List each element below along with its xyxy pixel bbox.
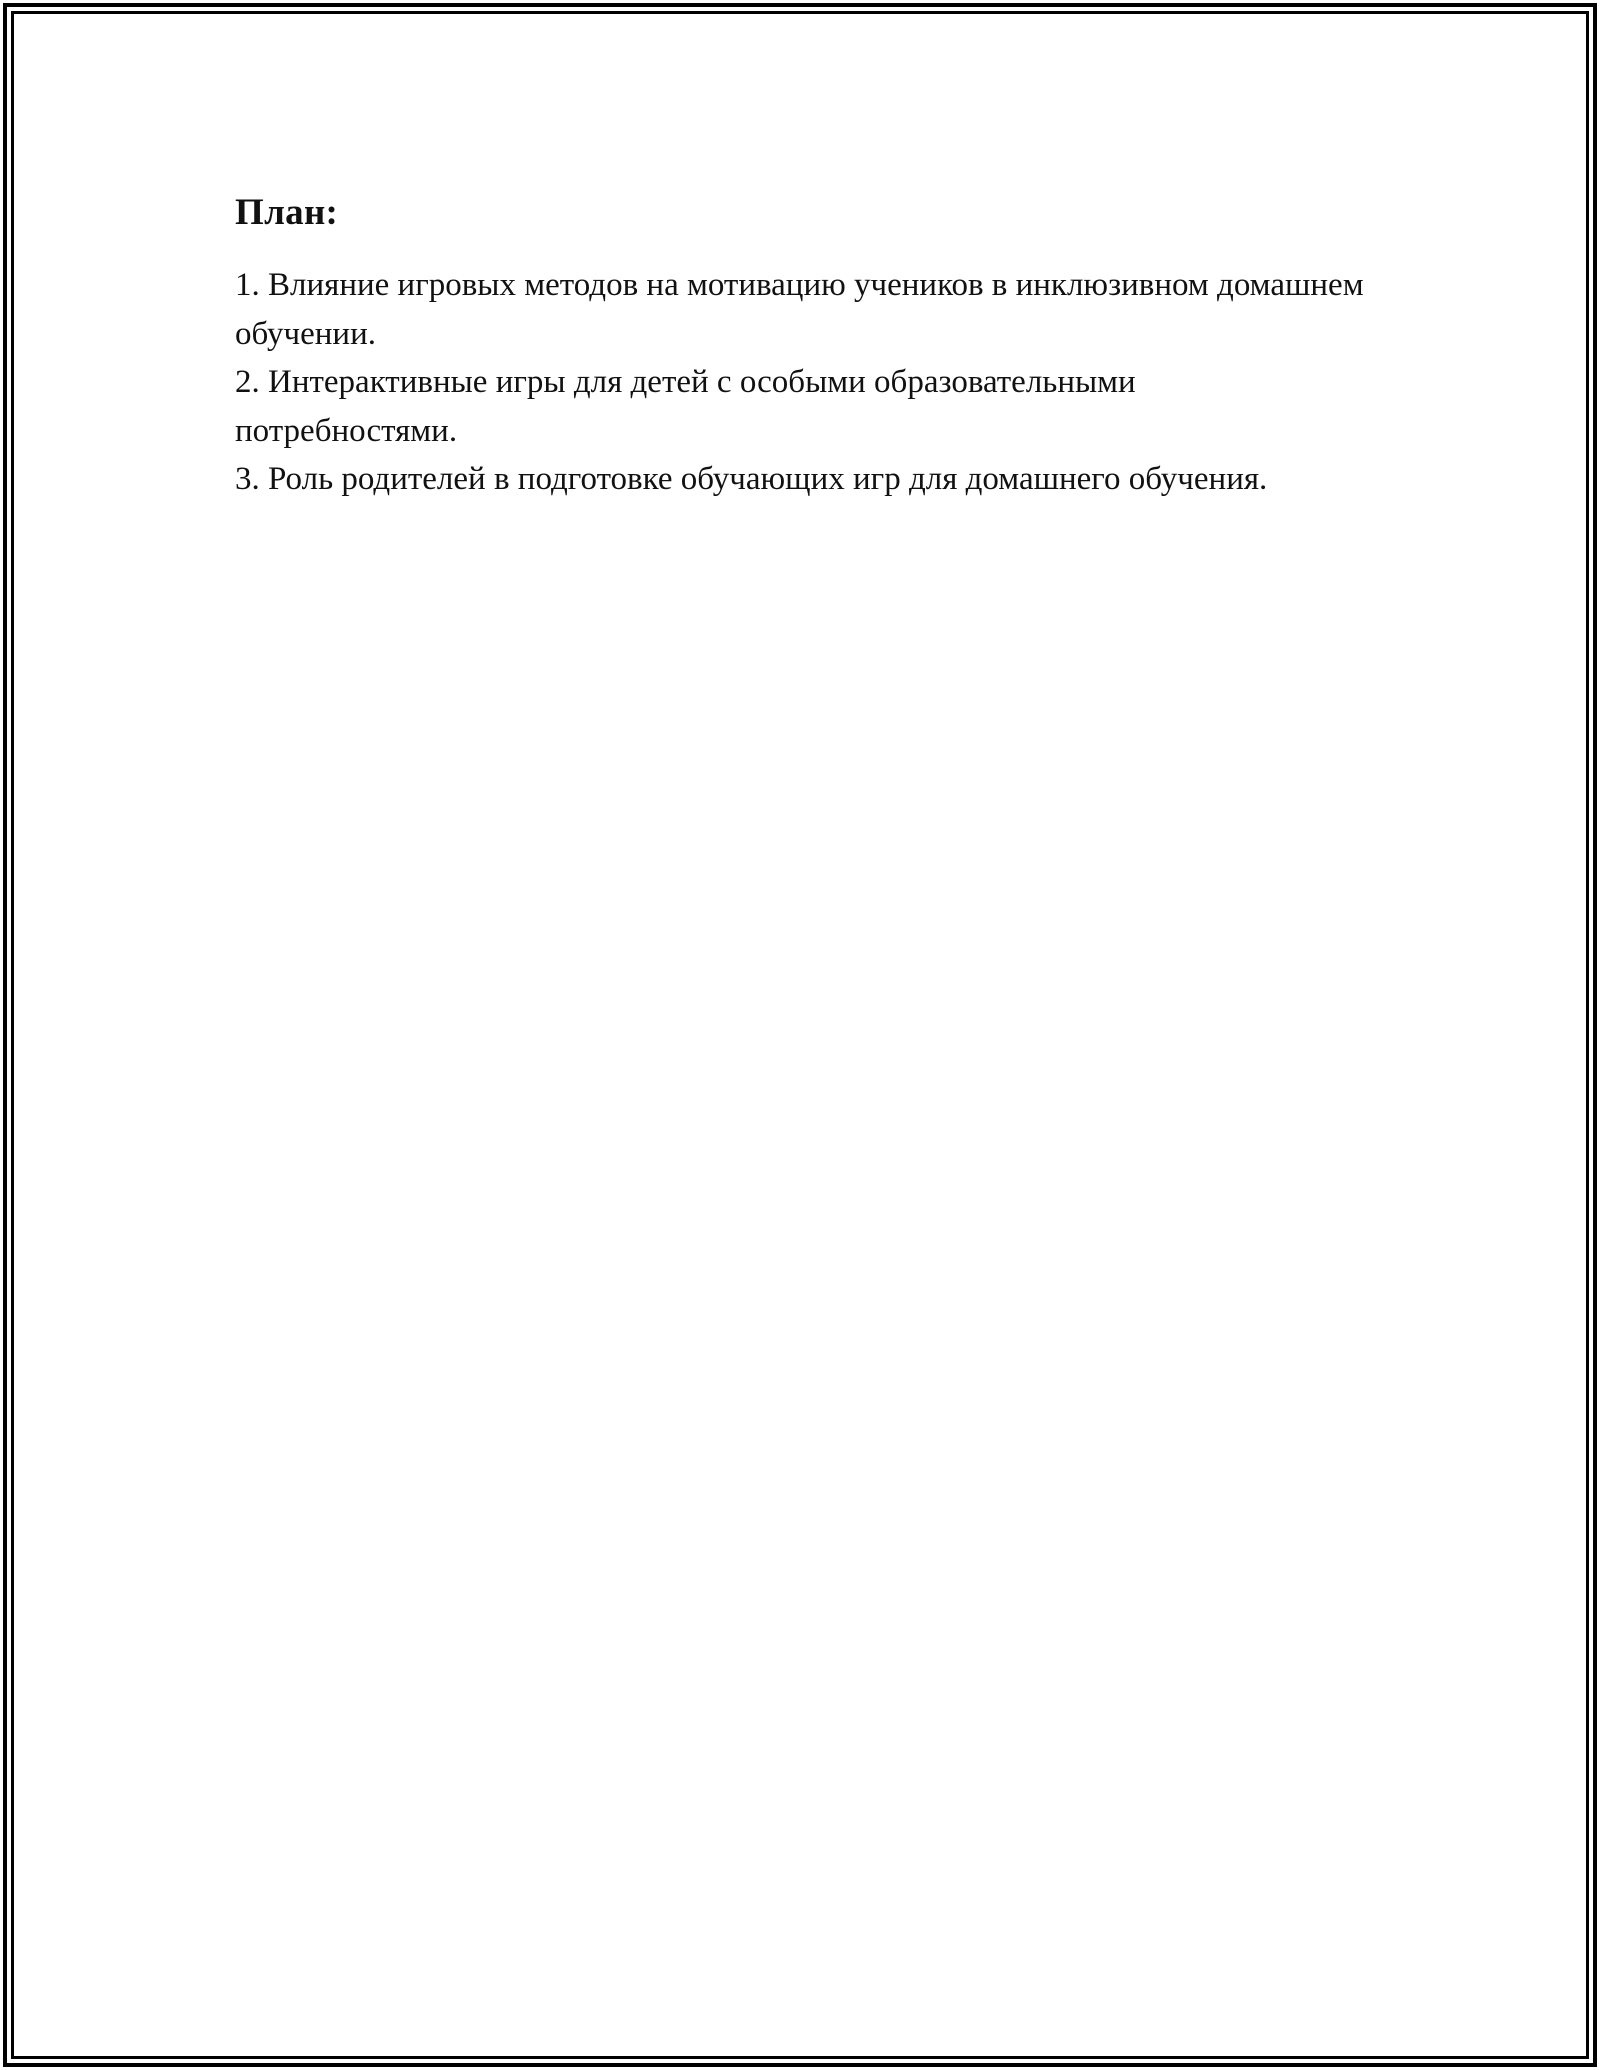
plan-item-3: 3. Роль родителей в подготовке обучающих игр для домашнего обучения. [235,461,1268,497]
plan-list [235,261,1365,504]
plan-item-1: 1. Влияние игровых методов на мотивацию учеников в инклюзивном домашнем обучении. [235,267,1364,352]
page-title: План: [235,192,339,233]
document-body [235,185,1365,504]
plan-item-2: 2. Интерактивные игры для детей с особыми образовательными потребностями. [235,364,1136,449]
